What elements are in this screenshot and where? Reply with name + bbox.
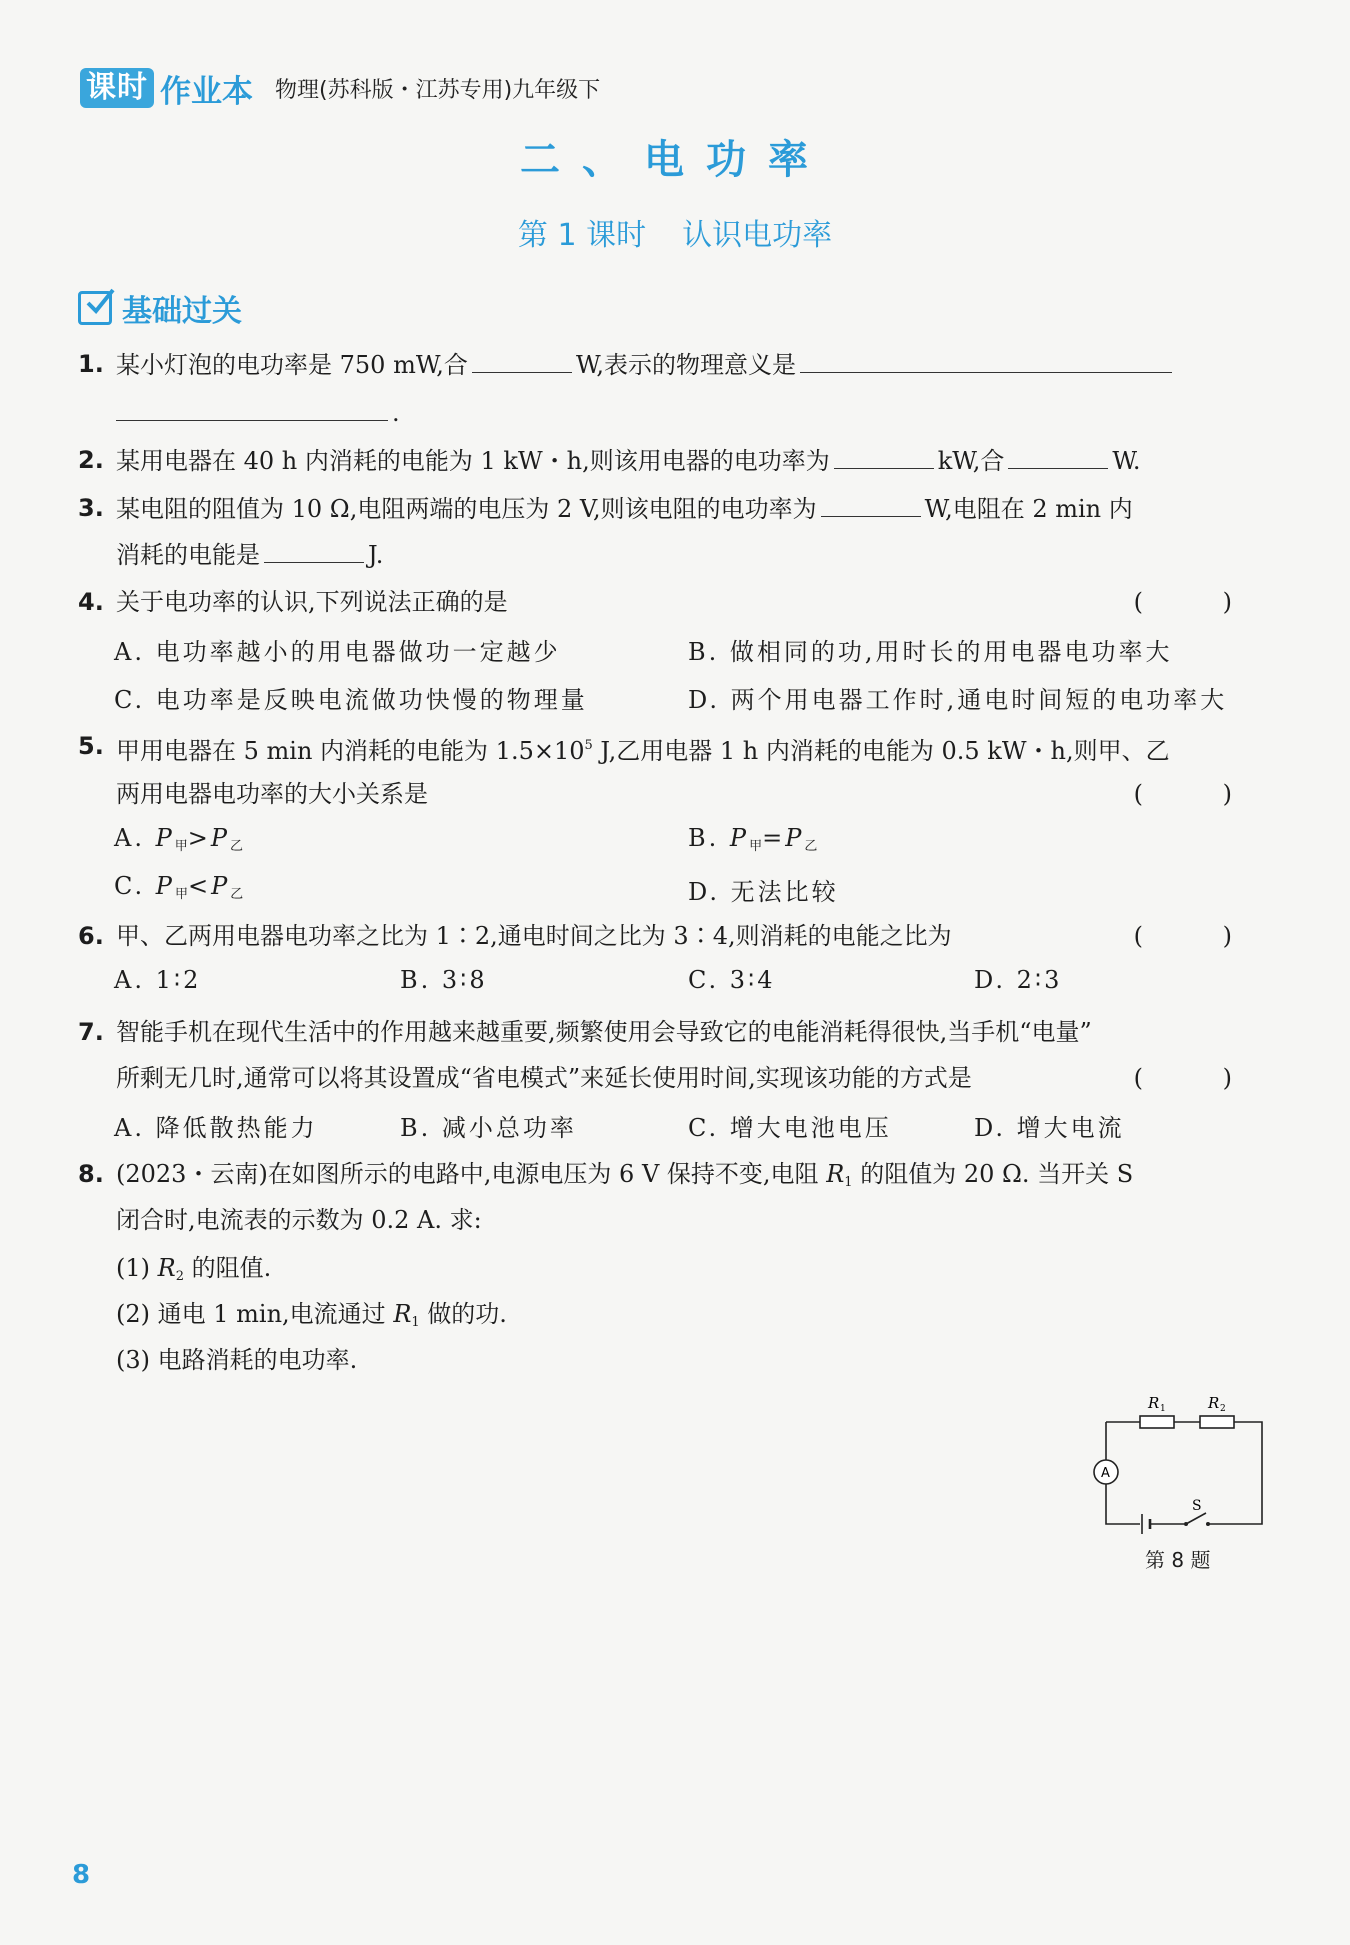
option-d[interactable]: D. 无法比较 — [688, 878, 839, 906]
subscript: 2 — [175, 1269, 184, 1284]
sub-question-label: (1) — [116, 1254, 150, 1282]
basics-heading — [78, 286, 242, 330]
answer-paren[interactable]: ( ) — [1133, 922, 1268, 950]
answer-paren[interactable]: ( ) — [1133, 588, 1268, 616]
question-1-line-2 — [78, 394, 1268, 431]
question-6 — [78, 918, 1268, 954]
option-c[interactable]: C. 增大电池电压 — [688, 1114, 892, 1142]
question-text: 两用电器电功率的大小关系是 — [116, 780, 428, 808]
ammeter-label: A — [1101, 1466, 1110, 1481]
question-text: 甲、乙两用电器电功率之比为 1∶2,通电时间之比为 3∶4,则消耗的电能之比为 — [116, 922, 952, 950]
option-d[interactable]: D. 2∶3 — [974, 966, 1063, 994]
lesson-title — [0, 210, 1350, 254]
answer-blank[interactable] — [834, 442, 934, 469]
figure-caption: 第 8 题 — [1145, 1548, 1211, 1572]
question-5 — [78, 728, 1268, 769]
question-7-line-2 — [78, 1060, 1268, 1096]
power-symbol: P — [785, 824, 805, 852]
header — [80, 66, 600, 110]
answer-paren[interactable]: ( ) — [1133, 1064, 1268, 1092]
question-text: 所剩无几时,通常可以将其设置成“省电模式”来延长使用时间,实现该功能的方式是 — [116, 1064, 972, 1092]
answer-blank[interactable] — [116, 394, 388, 421]
question-1 — [78, 346, 1268, 383]
r2-label: R — [1208, 1394, 1220, 1412]
question-8 — [78, 1156, 1268, 1201]
section-title: 二、电功率 — [520, 137, 830, 183]
answer-blank[interactable] — [264, 536, 364, 563]
resistor-r1 — [1140, 1416, 1174, 1428]
question-text: 智能手机在现代生活中的作用越来越重要,频繁使用会导致它的电能消耗得很快,当手机“电量” — [116, 1018, 1092, 1046]
option-b[interactable]: B. 减小总功率 — [400, 1114, 577, 1142]
power-symbol: P — [155, 872, 175, 900]
option-c[interactable]: C. 3∶4 — [688, 966, 776, 994]
r1-subscript: 1 — [1160, 1404, 1166, 1414]
question-text: 甲用电器在 5 min 内消耗的电能为 1.5×10 — [116, 737, 585, 765]
subscript: 乙 — [230, 839, 244, 854]
question-text: 的阻值为 20 Ω. 当开关 S — [860, 1160, 1134, 1188]
r1-label: R — [1148, 1394, 1160, 1412]
question-3 — [78, 490, 1268, 527]
answer-blank[interactable] — [800, 346, 1172, 373]
answer-paren[interactable]: ( ) — [1133, 780, 1268, 808]
option-a[interactable]: A. 降低散热能力 — [114, 1114, 318, 1142]
question-number: 8. — [78, 1160, 104, 1188]
question-number: 5. — [78, 732, 104, 760]
subject-label: 物理(苏科版・江苏专用)九年级下 — [275, 77, 601, 103]
answer-blank[interactable] — [1008, 442, 1108, 469]
resistor-symbol: R — [157, 1254, 176, 1282]
switch-contact — [1206, 1522, 1210, 1526]
page-number: 8 — [72, 1860, 91, 1890]
checkbox-check-icon — [78, 291, 112, 325]
resistor-symbol: R — [826, 1160, 845, 1188]
relation-symbol: = — [762, 824, 786, 852]
logo-text: 作业本 — [160, 73, 253, 110]
option-label: B. — [688, 824, 720, 852]
subscript: 甲 — [174, 839, 188, 854]
option-c[interactable] — [114, 872, 243, 902]
switch-label: S — [1192, 1498, 1202, 1514]
option-label: C. — [114, 872, 146, 900]
lesson-name: 认识电功率 — [682, 218, 833, 253]
wire-right — [1208, 1422, 1262, 1524]
question-7 — [78, 1014, 1268, 1050]
option-b[interactable]: B. 3∶8 — [400, 966, 488, 994]
option-label: A. — [114, 824, 145, 852]
question-number: 7. — [78, 1018, 104, 1046]
question-text: (2) 通电 1 min,电流通过 — [116, 1300, 386, 1328]
option-d[interactable]: D. 增大电流 — [974, 1114, 1125, 1142]
answer-blank[interactable] — [821, 490, 921, 517]
option-a[interactable]: A. 电功率越小的用电器做功一定越少 — [114, 638, 561, 666]
option-b[interactable] — [688, 824, 817, 854]
power-symbol: P — [155, 824, 175, 852]
sub-question-2 — [78, 1296, 1268, 1341]
question-2 — [78, 442, 1268, 479]
sub-question-3 — [78, 1342, 1268, 1378]
subscript: 乙 — [804, 839, 818, 854]
question-text: kW,合 — [937, 447, 1005, 475]
question-text: W. — [1112, 447, 1141, 475]
sub-question-1 — [78, 1250, 1268, 1295]
answer-blank[interactable] — [472, 346, 572, 373]
question-number: 4. — [78, 588, 104, 616]
question-number: 3. — [78, 494, 104, 522]
circuit-diagram — [1080, 1386, 1280, 1536]
option-c[interactable]: C. 电功率是反映电流做功快慢的物理量 — [114, 686, 588, 714]
question-text: 关于电功率的认识,下列说法正确的是 — [116, 588, 508, 616]
switch-icon — [1186, 1513, 1206, 1524]
question-text: 闭合时,电流表的示数为 0.2 A. 求: — [116, 1206, 482, 1234]
question-text: W,表示的物理意义是 — [575, 351, 797, 379]
basics-label: 基础过关 — [122, 294, 242, 329]
resistor-r2 — [1200, 1416, 1234, 1428]
subscript: 1 — [411, 1315, 420, 1330]
subscript: 甲 — [749, 839, 763, 854]
option-b[interactable]: B. 做相同的功,用时长的用电器电功率大 — [688, 638, 1173, 666]
exponent: 5 — [584, 738, 593, 753]
option-a[interactable]: A. 1∶2 — [114, 966, 202, 994]
r2-subscript: 2 — [1220, 1404, 1226, 1414]
relation-symbol: > — [187, 824, 211, 852]
question-text: (3) 电路消耗的电功率. — [116, 1346, 358, 1374]
resistor-symbol: R — [393, 1300, 412, 1328]
question-text: J,乙用电器 1 h 内消耗的电能为 0.5 kW・h,则甲、乙 — [592, 737, 1170, 765]
lesson-number: 第 1 课时 — [517, 218, 647, 253]
question-text: . — [392, 399, 400, 427]
subscript: 甲 — [174, 887, 188, 902]
question-8-line-2 — [78, 1202, 1268, 1238]
option-a[interactable] — [114, 824, 243, 854]
power-symbol: P — [729, 824, 750, 852]
power-symbol: P — [211, 872, 231, 900]
question-text: W,电阻在 2 min 内 — [924, 495, 1133, 523]
question-text: 某用电器在 40 h 内消耗的电能为 1 kW・h,则该用电器的电功率为 — [116, 447, 830, 475]
question-text: 某小灯泡的电功率是 750 mW,合 — [116, 351, 468, 379]
question-text: 的阻值. — [191, 1254, 272, 1282]
logo-box: 课时 — [80, 68, 154, 108]
question-4 — [78, 584, 1268, 620]
question-number: 1. — [78, 350, 104, 378]
question-text: (2023・云南)在如图所示的电路中,电源电压为 6 V 保持不变,电阻 — [116, 1160, 819, 1188]
power-symbol: P — [210, 824, 231, 852]
question-text: 做的功. — [427, 1300, 507, 1328]
relation-symbol: < — [187, 872, 212, 900]
question-text: J. — [368, 541, 384, 569]
question-text: 某电阻的阻值为 10 Ω,电阻两端的电压为 2 V,则该电阻的电功率为 — [116, 495, 817, 523]
question-text: 消耗的电能是 — [116, 541, 260, 569]
question-5-line-2 — [78, 776, 1268, 812]
question-number: 6. — [78, 922, 104, 950]
question-number: 2. — [78, 446, 104, 474]
question-3-line-2 — [78, 536, 1268, 573]
option-d[interactable]: D. 两个用电器工作时,通电时间短的电功率大 — [688, 686, 1228, 714]
subscript: 1 — [844, 1175, 853, 1190]
subscript: 乙 — [230, 887, 244, 902]
